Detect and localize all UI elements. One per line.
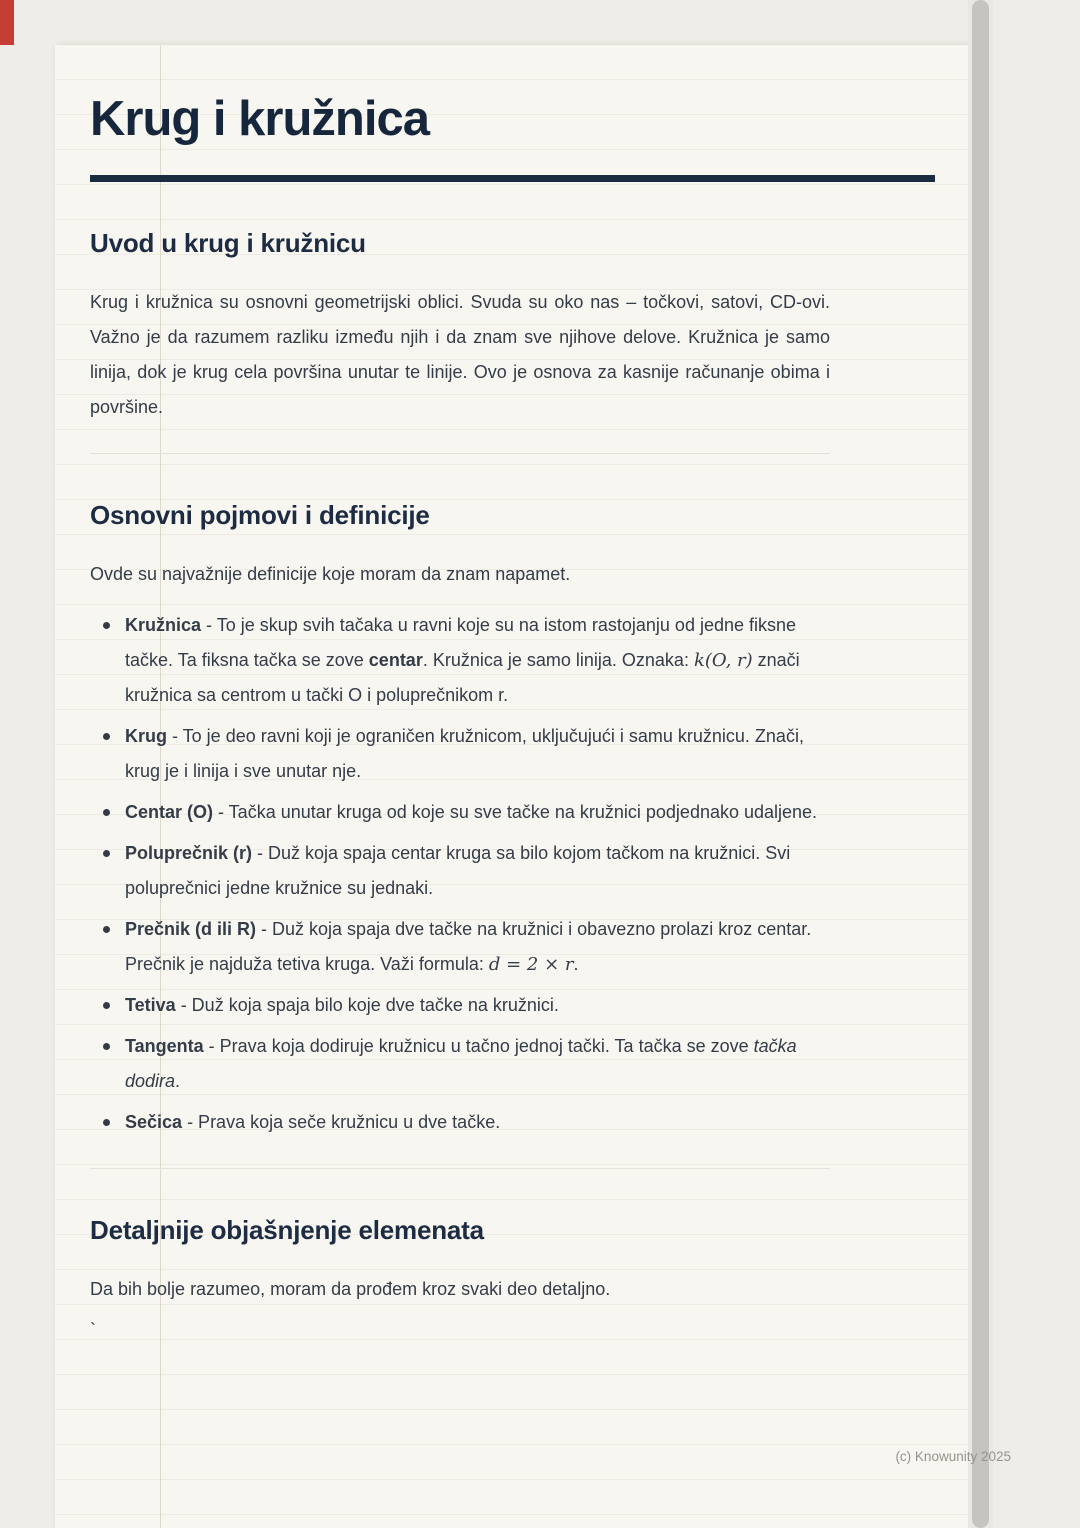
scrollbar-thumb[interactable] bbox=[972, 0, 989, 1528]
definitions-list bbox=[90, 608, 830, 1140]
text-segment: - Prava koja seče kružnicu u dve tačke. bbox=[182, 1112, 501, 1133]
footer-copyright: (c) Knowunity 2025 bbox=[895, 1449, 1011, 1464]
text-segment: tačka dodira bbox=[125, 1036, 797, 1092]
text-segment: znači kružnica sa centrom u tački O i poluprečnikom r. bbox=[125, 650, 800, 706]
text-segment: - Duž koja spaja bilo koje dve tačke na kružnici. bbox=[175, 995, 559, 1016]
text-segment: Prečnik (d ili R) bbox=[125, 919, 257, 940]
section-divider bbox=[90, 453, 830, 454]
page-title: Krug i kružnica bbox=[90, 92, 429, 146]
section-heading-detaljnije: Detaljnije objašnjenje elemenata bbox=[90, 1215, 484, 1246]
text-segment: - Duž koja spaja dve tačke na kružnici i obavezno prolazi kroz centar. Prečnik je najduža tetiva kruga. Važi formula: bbox=[125, 919, 812, 975]
text-segment: . bbox=[175, 1071, 181, 1092]
text-segment: Poluprečnik (r) bbox=[125, 843, 253, 864]
text-segment: . Kružnica je samo linija. Oznaka: bbox=[422, 650, 694, 671]
text-segment: . bbox=[573, 954, 579, 975]
details-intro: Da bih bolje razumeo, moram da prođem kroz svaki deo detaljno. bbox=[90, 1279, 611, 1300]
text-segment: - Prava koja dodiruje kružnicu u tačno jednoj tački. Ta tačka se zove bbox=[203, 1036, 754, 1057]
text-segment: Krug bbox=[125, 726, 167, 747]
definitions-intro: Ovde su najvažnije definicije koje moram da znam napamet. bbox=[90, 564, 571, 585]
text-segment: Centar (O) bbox=[125, 802, 214, 823]
list-item bbox=[90, 719, 830, 789]
section-divider bbox=[90, 1168, 830, 1169]
text-segment: centar bbox=[368, 650, 423, 671]
red-bookmark-tab bbox=[0, 0, 14, 45]
text-segment: Kružnica bbox=[125, 615, 202, 636]
text-segment: - To je deo ravni koji je ograničen kružnicom, uključujući i samu kružnicu. Znači, krug je i linija i sve unutar nje. bbox=[125, 726, 804, 782]
list-item bbox=[90, 1105, 830, 1140]
text-segment: - Tačka unutar kruga od koje su sve tačke na kružnici podjednako udaljene. bbox=[213, 802, 818, 823]
text-segment: Tangenta bbox=[125, 1036, 204, 1057]
list-item bbox=[90, 795, 830, 830]
text-segment: - To je skup svih tačaka u ravni koje su na istom rastojanju od jedne fiksne tačke. Ta fiksna tačka se zove bbox=[125, 615, 797, 671]
stray-backtick: ` bbox=[90, 1320, 96, 1341]
list-item bbox=[90, 608, 830, 713]
text-segment: Tetiva bbox=[125, 995, 176, 1016]
list-item bbox=[90, 988, 830, 1023]
text-segment: k(O, r) bbox=[693, 650, 753, 672]
section-heading-pojmovi: Osnovni pojmovi i definicije bbox=[90, 500, 430, 531]
scrollbar[interactable] bbox=[968, 0, 993, 1528]
text-segment: - Duž koja spaja centar kruga sa bilo kojom tačkom na kružnici. Svi poluprečnici jedne kružnice su jednaki. bbox=[125, 843, 791, 899]
list-item bbox=[90, 1029, 830, 1099]
text-segment: Sečica bbox=[125, 1112, 183, 1133]
document-content bbox=[90, 92, 830, 1345]
list-item bbox=[90, 912, 830, 982]
section-heading-uvod: Uvod u krug i kružnicu bbox=[90, 227, 366, 258]
list-item bbox=[90, 836, 830, 906]
title-underline-rule bbox=[90, 175, 935, 182]
text-segment: d = 2 × r bbox=[488, 954, 574, 976]
intro-paragraph: Krug i kružnica su osnovni geometrijski oblici. Svuda su oko nas – točkovi, satovi, CD-ovi. Važno je da razumem razliku između njih i da znam sve njihove delove. Kružnica je samo linija, dok je krug cela površina unutar te linije. Ovo je osnova za kasnije računanje obima i površine. bbox=[90, 292, 830, 418]
